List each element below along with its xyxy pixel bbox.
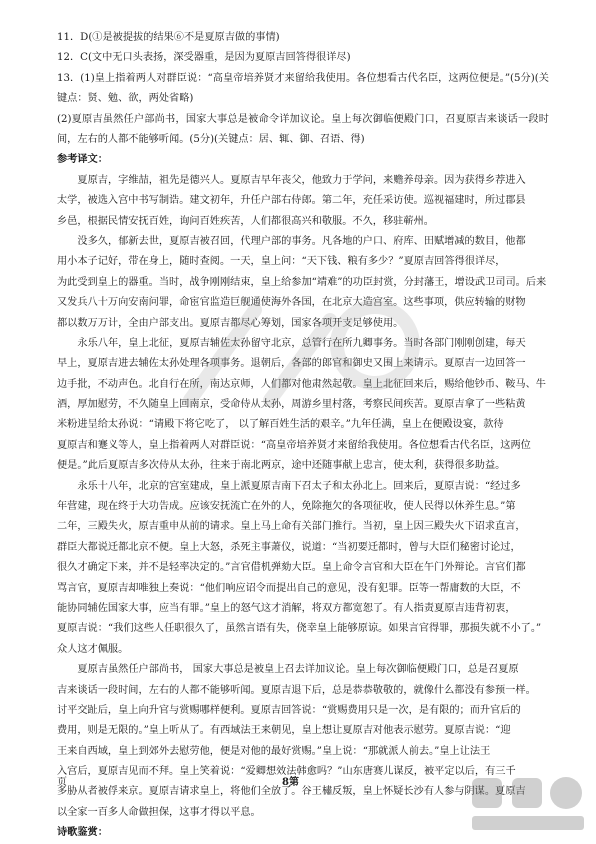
translation-line: 众人这才佩服。 — [57, 643, 129, 655]
translation-line: 永乐八年，皇上北征，夏原吉辅佐太孙留守北京，总管行在所九卿事务。当时各部门刚刚创建，每天 — [77, 337, 526, 349]
translation-line: 群臣大都说迁都北京不便。皇上大怒，杀死主事萧仪，说道：“当初要迁都时，曾与大臣们秘密讨论过， — [57, 541, 521, 553]
translation-line: 永乐十八年，北京的宫室建成，皇上派夏原吉南下召太子和太孙北上。回来后，夏原吉说：“经过多 — [77, 480, 521, 492]
translation-line: 二年，三殿失火，原吉重申从前的请求。皇上马上命有关部门推行。当初，皇上因三殿失火下诏求直言， — [57, 521, 526, 533]
translation-line: 夏原吉和蹇义等人，皇上指着两人对群臣说：“高皇帝培养贤才来留给我使用。各位想看古代名臣，这两位 — [57, 439, 531, 451]
translation-line: 王来自西域，皇上到郊外去慰劳他，便是对他的最好赏赐。”皇上说：“那就派人前去。”皇上让法王 — [57, 745, 491, 757]
answer-11: 11．D(①是被提拔的结果⑥不是夏原吉做的事情) — [57, 32, 280, 43]
translation-line: 边手批，不动声色。北自行在所，南达京师，人们都对他肃然起敬。皇上北征回来后，赐给他钞币、鞍马、牛 — [57, 378, 546, 390]
footer-left-text: 页 — [57, 777, 67, 788]
translation-line: 入宫后，夏原吉见而不拜。皇上笑着说：“爱卿想效法韩愈吗？”山东唐赛儿谋反，被平定以后，有三千 — [57, 766, 516, 778]
translation-line: 骂言官，夏原吉却唯独上奏说：“他们响应诏令而提出自己的意见，没有犯罪。臣等一帮庸数的大臣，不 — [57, 582, 521, 594]
translation-line: 夏原吉说：“我们这些人任职很久了，虽然言语有失，侥幸皇上能够原谅。如果言官得罪，那损失就不小了。” — [57, 623, 542, 635]
translation-line: 乡邑，根据民情安抚百姓，询问百姓疾苦，人们都很高兴和敬服。不久，移驻蕲州。 — [57, 215, 434, 227]
translation-heading: 参考译文： — [57, 154, 108, 166]
translation-line: 便是。”此后夏原吉多次侍从太孙，往来于南北两京，途中还随事献上忠言，使太利，获得很多助益。 — [57, 460, 506, 472]
translation-line: 很久才确定下来，并不是轻率决定的。”言官借机弹劾大臣。皇上命令言官和大臣在午门外辩论。言官们都 — [57, 562, 526, 574]
translation-section — [57, 171, 549, 824]
translation-line: 都以数万万计，全由户部支出。夏原吉都尽心筹划，国家各项开支足够使用。 — [57, 317, 404, 329]
translation-paragraph-3 — [57, 334, 549, 477]
logo-icon — [468, 772, 588, 836]
answer-13-1: 13．(1)皇上指着两人对群臣说：“高皇帝培养贤才来留给我使用。各位想看古代名臣，这两位便是。”(5分)(关键点：贤、勉、欲，两处省略) — [57, 72, 549, 105]
translation-paragraph-2 — [57, 232, 549, 334]
translation-line: 讨平交趾后，皇上向升官与赏赐哪样便利。夏原吉回答说：“赏赐费用只是一次，是有限的；而升官后的 — [57, 704, 521, 716]
poem-heading: 诗歌鉴赏： — [57, 827, 108, 839]
translation-line: 年营建，现在终于大功告成。应该安抚流亡在外的人，免除拖欠的各项征收，使人民得以休养生息。”第 — [57, 501, 516, 513]
translation-line: 费用，则是无限的。”皇上听从了。有西域法王来朝见，皇上想让夏原吉对他表示慰劳。夏原吉说：“迎 — [57, 725, 511, 737]
translation-line: 米粉进呈给太孙说：“请殿下将它吃了， 以了解百姓生活的艰辛。”九年任满，皇上在便殿设宴，款待 — [57, 419, 504, 431]
translation-line: 早上，夏原吉进去辅佐太孙处理各项事务。退朝后，各部的郎官和御史又围上来请示。夏原吉一边回答一 — [57, 358, 526, 370]
translation-line: 又发兵八十万向安南问罪，命宦官监造巨舰通使海外各国，在北京大造宫室。这些事项，供应转输的财物 — [57, 297, 526, 309]
translation-paragraph-4 — [57, 477, 549, 661]
translation-line: 为此受到皇上的器重。当时，战争刚刚结束，皇上给参加“靖难”的功臣封赏，分封藩王，增设武卫司司。后来 — [57, 276, 547, 288]
translation-paragraph-1 — [57, 171, 549, 232]
translation-line: 夏原吉，字维喆，祖先是德兴人。夏原吉早年丧父，他致力于学问，来赡养母亲。因为获得乡荐进入 — [77, 174, 526, 186]
translation-line: 用小本子记好，带在身上，随时查阅。一天，皇上问：“天下钱、粮有多少？”夏原吉回答得很详尽， — [57, 256, 506, 268]
translation-line: 以全家一百多人命做担保，这事才得以平息。 — [57, 806, 261, 818]
translation-line: 夏原吉虽然任户部尚书， 国家大事总是被皇上召去详加议论。皇上每次御临便殿门口，总是召夏原 — [77, 664, 519, 676]
translation-line: 太学，被选入宫中书写制诰。建文初年，升任户部右侍郎。第二年，充任采访使。巡视福建时，所过郡县 — [57, 195, 526, 207]
translation-line: 多胁从者被俘来京。夏原吉请求皇上，将他们全放了。谷王橚反叛，皇上怀疑长沙有人参与阴谋。夏原吉 — [57, 786, 526, 798]
translation-line: 能协同辅佐国家大事，应当有罪。”皇上的怒气这才消解，将双方都宽恕了。有人指责夏原吉违背初衷， — [57, 602, 516, 614]
translation-line: 酒，厚加慰劳，不久随皇上回南京，受命侍从太孙，周游乡里村落，考察民间疾苦。夏原吉拿了一些粘黄 — [57, 399, 526, 411]
page-number: 8第 — [282, 777, 299, 788]
answer-12: 12．C(文中无口头表扬，深受器重，是因为夏原吉回答得很详尽) — [57, 52, 351, 64]
answers-section — [57, 28, 549, 150]
translation-line: 没多久，郁新去世，夏原吉被召回，代理户部的事务。凡各地的户口、府库、田赋增减的数目，他都 — [77, 235, 526, 247]
translation-line: 吉来谈话一段时间，左右的人都不能够听闻。夏原吉退下后，总是恭恭敬敬的，就像什么都没有参预一样。 — [57, 684, 536, 696]
answer-13-2: (2)夏原吉虽然任户部尚书，国家大事总是被命令详加议论。皇上每次御临便殿门口，召夏原吉来谈话一段时间，左右的人都不能够听闻。(5分)(关键点：居、辄、御、召语、得) — [57, 113, 549, 145]
document-page — [57, 28, 549, 844]
